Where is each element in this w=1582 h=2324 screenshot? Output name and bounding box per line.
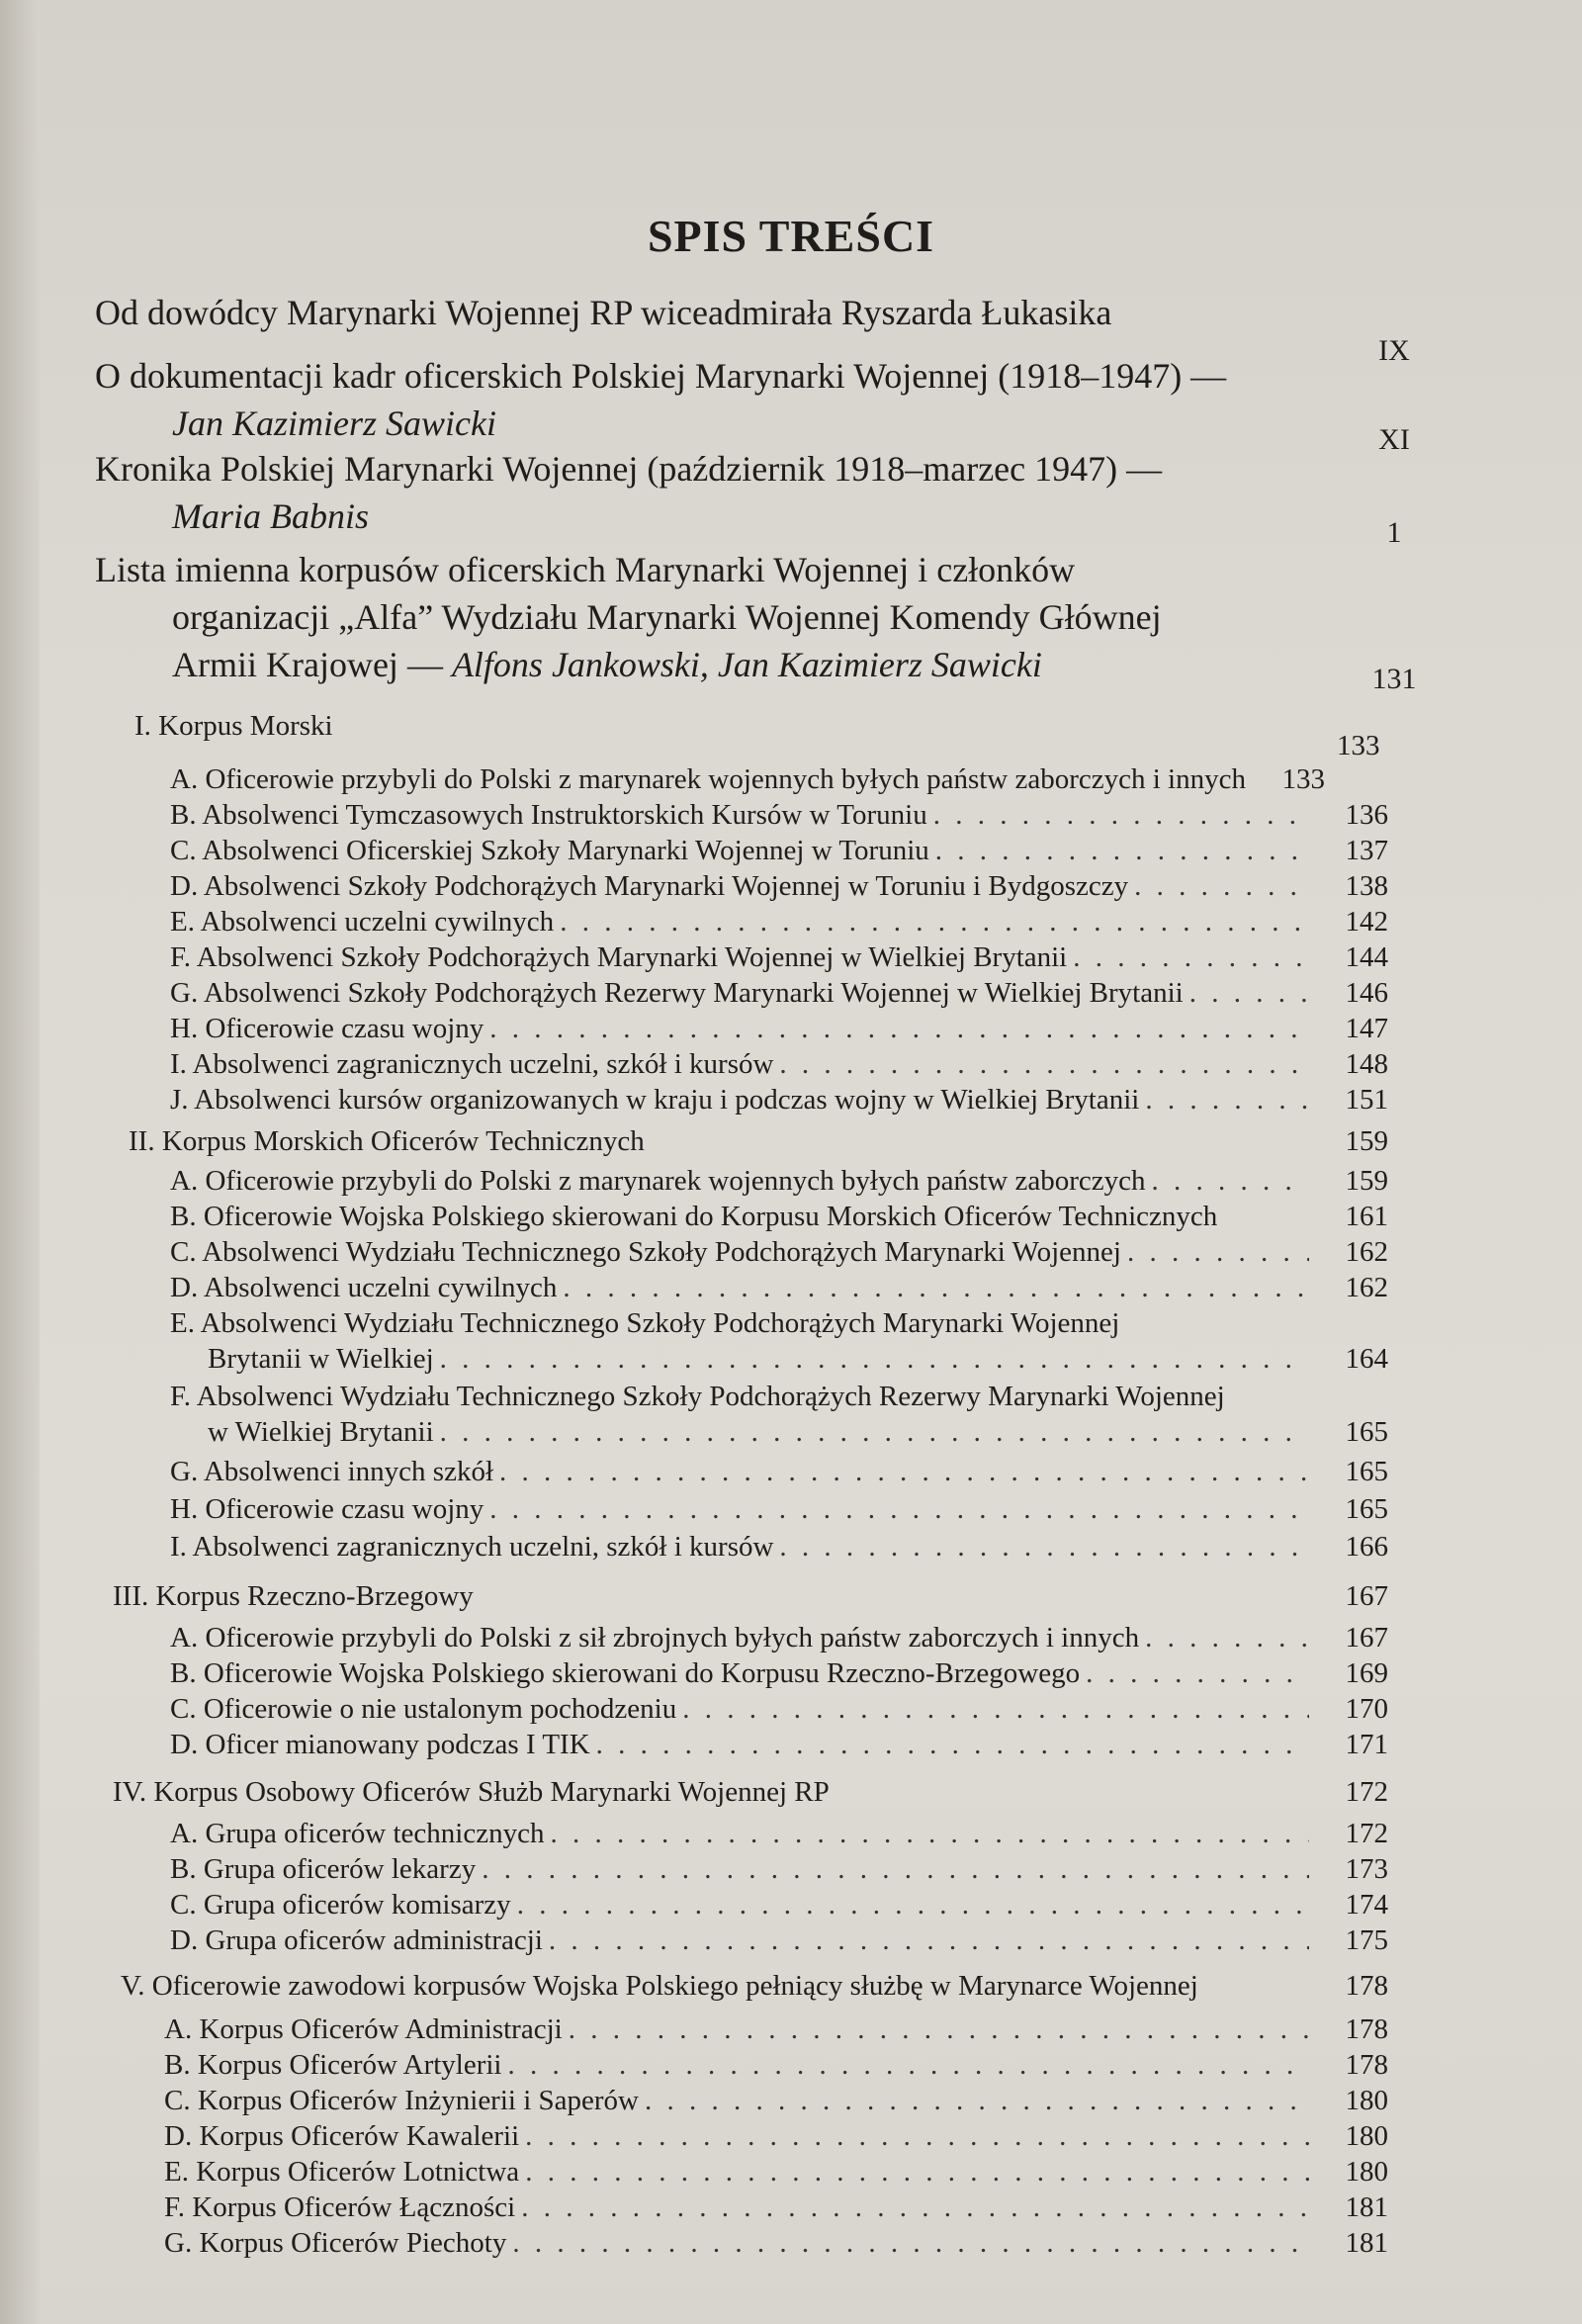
toc-item: I. Absolwenci zagranicznych uczelni, szkół i kursów . . . 148 [170,1046,1388,1082]
toc-item: I. Absolwenci zagranicznych uczelni, szkół i kursów . . . 166 [170,1529,1388,1564]
section-heading: IV. Korpus Osobowy Oficerów Służb Marynarki Wojennej RP 172 [113,1776,1388,1808]
toc-item: D. Absolwenci uczelni cywilnych . . . 162 [170,1270,1388,1305]
toc-entry-kronika [95,445,1400,540]
entry-page-number: XI [1378,423,1410,456]
entry-text-line2: organizacji „Alfa” Wydziału Marynarki Wojennej Komendy Głównej [172,597,1162,637]
toc-item: A. Oficerowie przybyli do Polski z sił zbrojnych byłych państw zaborczych i innych . . . 167 [170,1620,1388,1655]
toc-item: F. Absolwenci Szkoły Podchorążych Marynarki Wojennej w Wielkiej Brytanii . . . 144 [170,939,1388,975]
toc-item: G. Absolwenci innych szkół . . . 165 [170,1454,1388,1489]
toc-item: F. Korpus Oficerów Łączności . . . 181 [164,2190,1388,2225]
toc-item-continuation: w Wielkiej Brytanii . . . 165 [208,1414,1388,1450]
entry-page-number: IX [1378,334,1410,367]
toc-item: B. Korpus Oficerów Artylerii . . . 178 [164,2047,1388,2083]
section-heading: V. Oficerowie zawodowi korpusów Wojska Polskiego pełniący służbę w Marynarce Wojennej 178 [121,1970,1388,2002]
toc-item: G. Korpus Oficerów Piechoty . . . 181 [164,2225,1388,2261]
section-heading: II. Korpus Morskich Oficerów Technicznych 159 [129,1125,1388,1157]
toc-item: C. Grupa oficerów komisarzy . . . 174 [170,1887,1388,1922]
page-title: SPIS TREŚCI [647,211,935,261]
toc-item: E. Korpus Oficerów Lotnictwa . . . 180 [164,2154,1388,2190]
toc-item: D. Absolwenci Szkoły Podchorążych Marynarki Wojennej w Toruniu i Bydgoszczy . . . 138 [170,868,1388,904]
toc-item: G. Absolwenci Szkoły Podchorążych Rezerwy Marynarki Wojennej w Wielkiej Brytanii . . . 146 [170,975,1388,1011]
toc-item: J. Absolwenci kursów organizowanych w kraju i podczas wojny w Wielkiej Brytanii . . . 151 [170,1082,1388,1117]
page-spine-shadow [0,0,40,2324]
entry-text: Od dowódcy Marynarki Wojennej RP wiceadmirała Ryszarda Łukasika [95,293,1112,332]
toc-item: A. Grupa oficerów technicznych . . . 172 [170,1816,1388,1851]
toc-item: B. Oficerowie Wojska Polskiego skierowani do Korpusu Morskich Oficerów Technicznych 161 [170,1201,1388,1232]
toc-item: H. Oficerowie czasu wojny . . . 147 [170,1011,1388,1046]
toc-item: D. Oficer mianowany podczas I TIK . . . 171 [170,1727,1388,1762]
entry-page-number: 131 [1371,663,1417,695]
toc-item: C. Korpus Oficerów Inżynierii i Saperów . . . 180 [164,2083,1388,2118]
section-heading: III. Korpus Rzeczno-Brzegowy 167 [113,1580,1388,1612]
entry-page-number: 1 [1386,516,1402,549]
entry-text: O dokumentacji kadr oficerskich Polskiej Marynarki Wojennej (1918–1947) — [95,356,1227,396]
entry-text-line3: Armii Krajowej — [172,645,443,684]
entry-text: Lista imienna korpusów oficerskich Marynarki Wojennej i członków [95,550,1076,589]
toc-item: A. Oficerowie przybyli do Polski z marynarek wojennych byłych państw zaborczych i innych 133 [170,763,1325,795]
toc-entry-dokumentacja [95,352,1400,447]
toc-item: B. Grupa oficerów lekarzy . . . 173 [170,1851,1388,1887]
section-heading: I. Korpus Morski [134,710,333,742]
toc-item: H. Oficerowie czasu wojny . . . 165 [170,1491,1388,1527]
entry-author: Alfons Jankowski, Jan Kazimierz Sawicki [451,645,1042,684]
toc-item: B. Absolwenci Tymczasowych Instruktorskich Kursów w Toruniu . . . 136 [170,797,1388,833]
section-page-number: 133 [1337,730,1380,761]
toc-item: E. Absolwenci Wydziału Technicznego Szkoły Podchorążych Marynarki Wojennej [170,1307,1120,1339]
toc-item: A. Oficerowie przybyli do Polski z marynarek wojennych byłych państw zaborczych . . . 159 [170,1163,1388,1199]
toc-item: F. Absolwenci Wydziału Technicznego Szkoły Podchorążych Rezerwy Marynarki Wojennej [170,1381,1225,1412]
toc-item: A. Korpus Oficerów Administracji . . . 178 [164,2011,1388,2047]
toc-entry-lista [95,546,1400,688]
toc-item: C. Absolwenci Wydziału Technicznego Szkoły Podchorążych Marynarki Wojennej . . . 162 [170,1234,1388,1270]
toc-item: D. Grupa oficerów administracji . . . 175 [170,1922,1388,1958]
entry-text: Kronika Polskiej Marynarki Wojennej (październik 1918–marzec 1947) — [95,449,1163,489]
toc-item-continuation: Brytanii w Wielkiej . . . 164 [208,1341,1388,1377]
toc-item: D. Korpus Oficerów Kawalerii . . . 180 [164,2118,1388,2154]
toc-item: B. Oficerowie Wojska Polskiego skierowani do Korpusu Rzeczno-Brzegowego . . . 169 [170,1655,1388,1691]
toc-item: C. Absolwenci Oficerskiej Szkoły Marynarki Wojennej w Toruniu . . . 137 [170,833,1388,868]
entry-author: Maria Babnis [172,496,370,536]
toc-item: E. Absolwenci uczelni cywilnych . . . 142 [170,904,1388,939]
toc-entry-dowodca [95,289,1400,336]
entry-author: Jan Kazimierz Sawicki [172,403,496,443]
toc-item: C. Oficerowie o nie ustalonym pochodzeniu . . . 170 [170,1691,1388,1727]
